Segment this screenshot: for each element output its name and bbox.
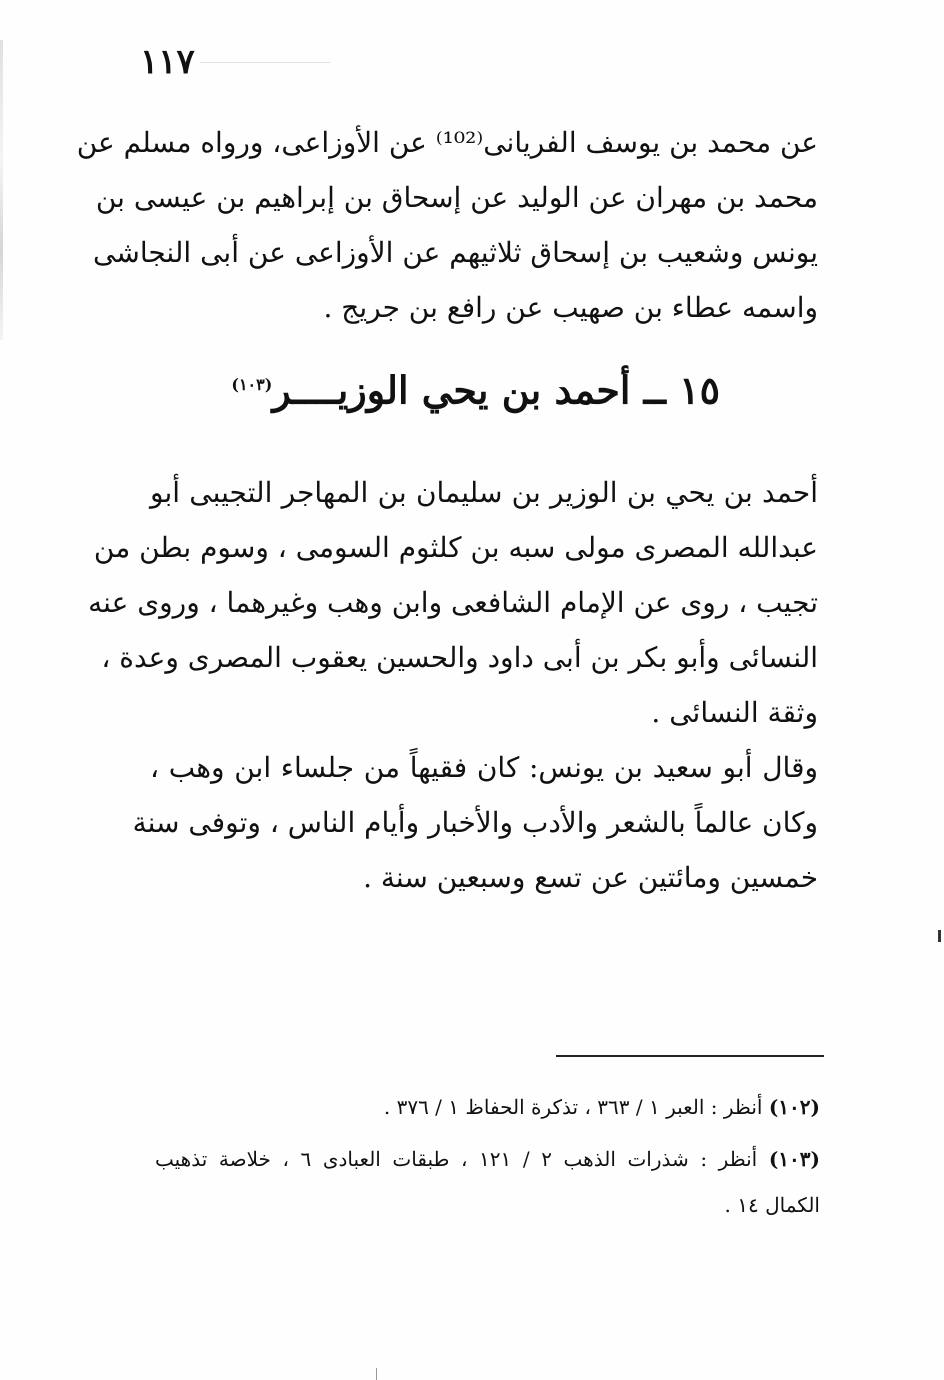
intro-line: عن محمد بن يوسف الفريانى⁽¹⁰²⁾ عن الأوزاعى، ورواه مسلم عن <box>76 126 818 159</box>
margin-mark <box>938 930 941 942</box>
footnote-103 <box>155 1136 820 1228</box>
intro-line: واسمه عطاء بن صهيب عن رافع بن جريج . <box>323 291 818 324</box>
bio-line: أحمد بن يحي بن الوزير بن سليمان بن المهاجر التجيبى أبو <box>150 476 818 509</box>
bio-line: النسائى وأبو بكر بن أبى داود والحسين يعقوب المصرى وعدة ، <box>101 641 818 674</box>
footnote-number: (١٠٣) <box>768 1147 820 1171</box>
section-heading-text: ١٥ ــ أحمد بن يحي الوزيــــر <box>272 367 720 413</box>
footnote-line <box>155 1136 820 1182</box>
intro-line: محمد بن مهران عن الوليد عن إسحاق بن إبراهيم بن عيسى بن <box>95 181 818 214</box>
footnote-102 <box>155 1084 820 1130</box>
section-heading <box>230 355 720 421</box>
header-rule <box>200 62 330 63</box>
footnote-line: الكمال ١٤ . <box>724 1193 820 1217</box>
footnote-separator <box>556 1055 824 1057</box>
page-number: ١١٧ <box>140 42 195 82</box>
bio-line: عبدالله المصرى مولى سبه بن كلثوم السومى ، وسوم بطن من <box>93 531 818 564</box>
section-heading-footnote-ref: (١٠٣) <box>231 375 273 394</box>
bottom-tick <box>376 1368 377 1380</box>
intro-line: يونس وشعيب بن إسحاق ثلاثيهم عن الأوزاعى عن أبى النجاشى <box>93 236 818 269</box>
biography-paragraph <box>88 465 818 740</box>
footnote-number: (١٠٢) <box>768 1095 820 1119</box>
scan-edge-shadow <box>0 40 3 340</box>
quote-line: خمسين ومائتين عن تسع وسبعين سنة . <box>363 861 818 894</box>
quote-line: وقال أبو سعيد بن يونس: كان فقيهاً من جلساء ابن وهب ، <box>150 751 818 784</box>
footnote-line <box>155 1084 820 1130</box>
quote-paragraph <box>132 740 818 905</box>
footnote-text: أنظر : شذرات الذهب ٢ / ١٢١ ، طبقات العبادى ٦ ، خلاصة تذهيب <box>155 1147 758 1171</box>
footnote-text: أنظر : العبر ١ / ٣٦٣ ، تذكرة الحفاظ ١ / ٣٧٦ . <box>383 1095 763 1119</box>
bio-line: تجيب ، روى عن الإمام الشافعى وابن وهب وغيرهما ، وروى عنه <box>88 586 818 619</box>
bio-line: وثقة النسائى . <box>651 696 818 729</box>
intro-paragraph <box>76 115 818 335</box>
quote-line: وكان عالماً بالشعر والأدب والأخبار وأيام الناس ، وتوفى سنة <box>132 806 818 839</box>
